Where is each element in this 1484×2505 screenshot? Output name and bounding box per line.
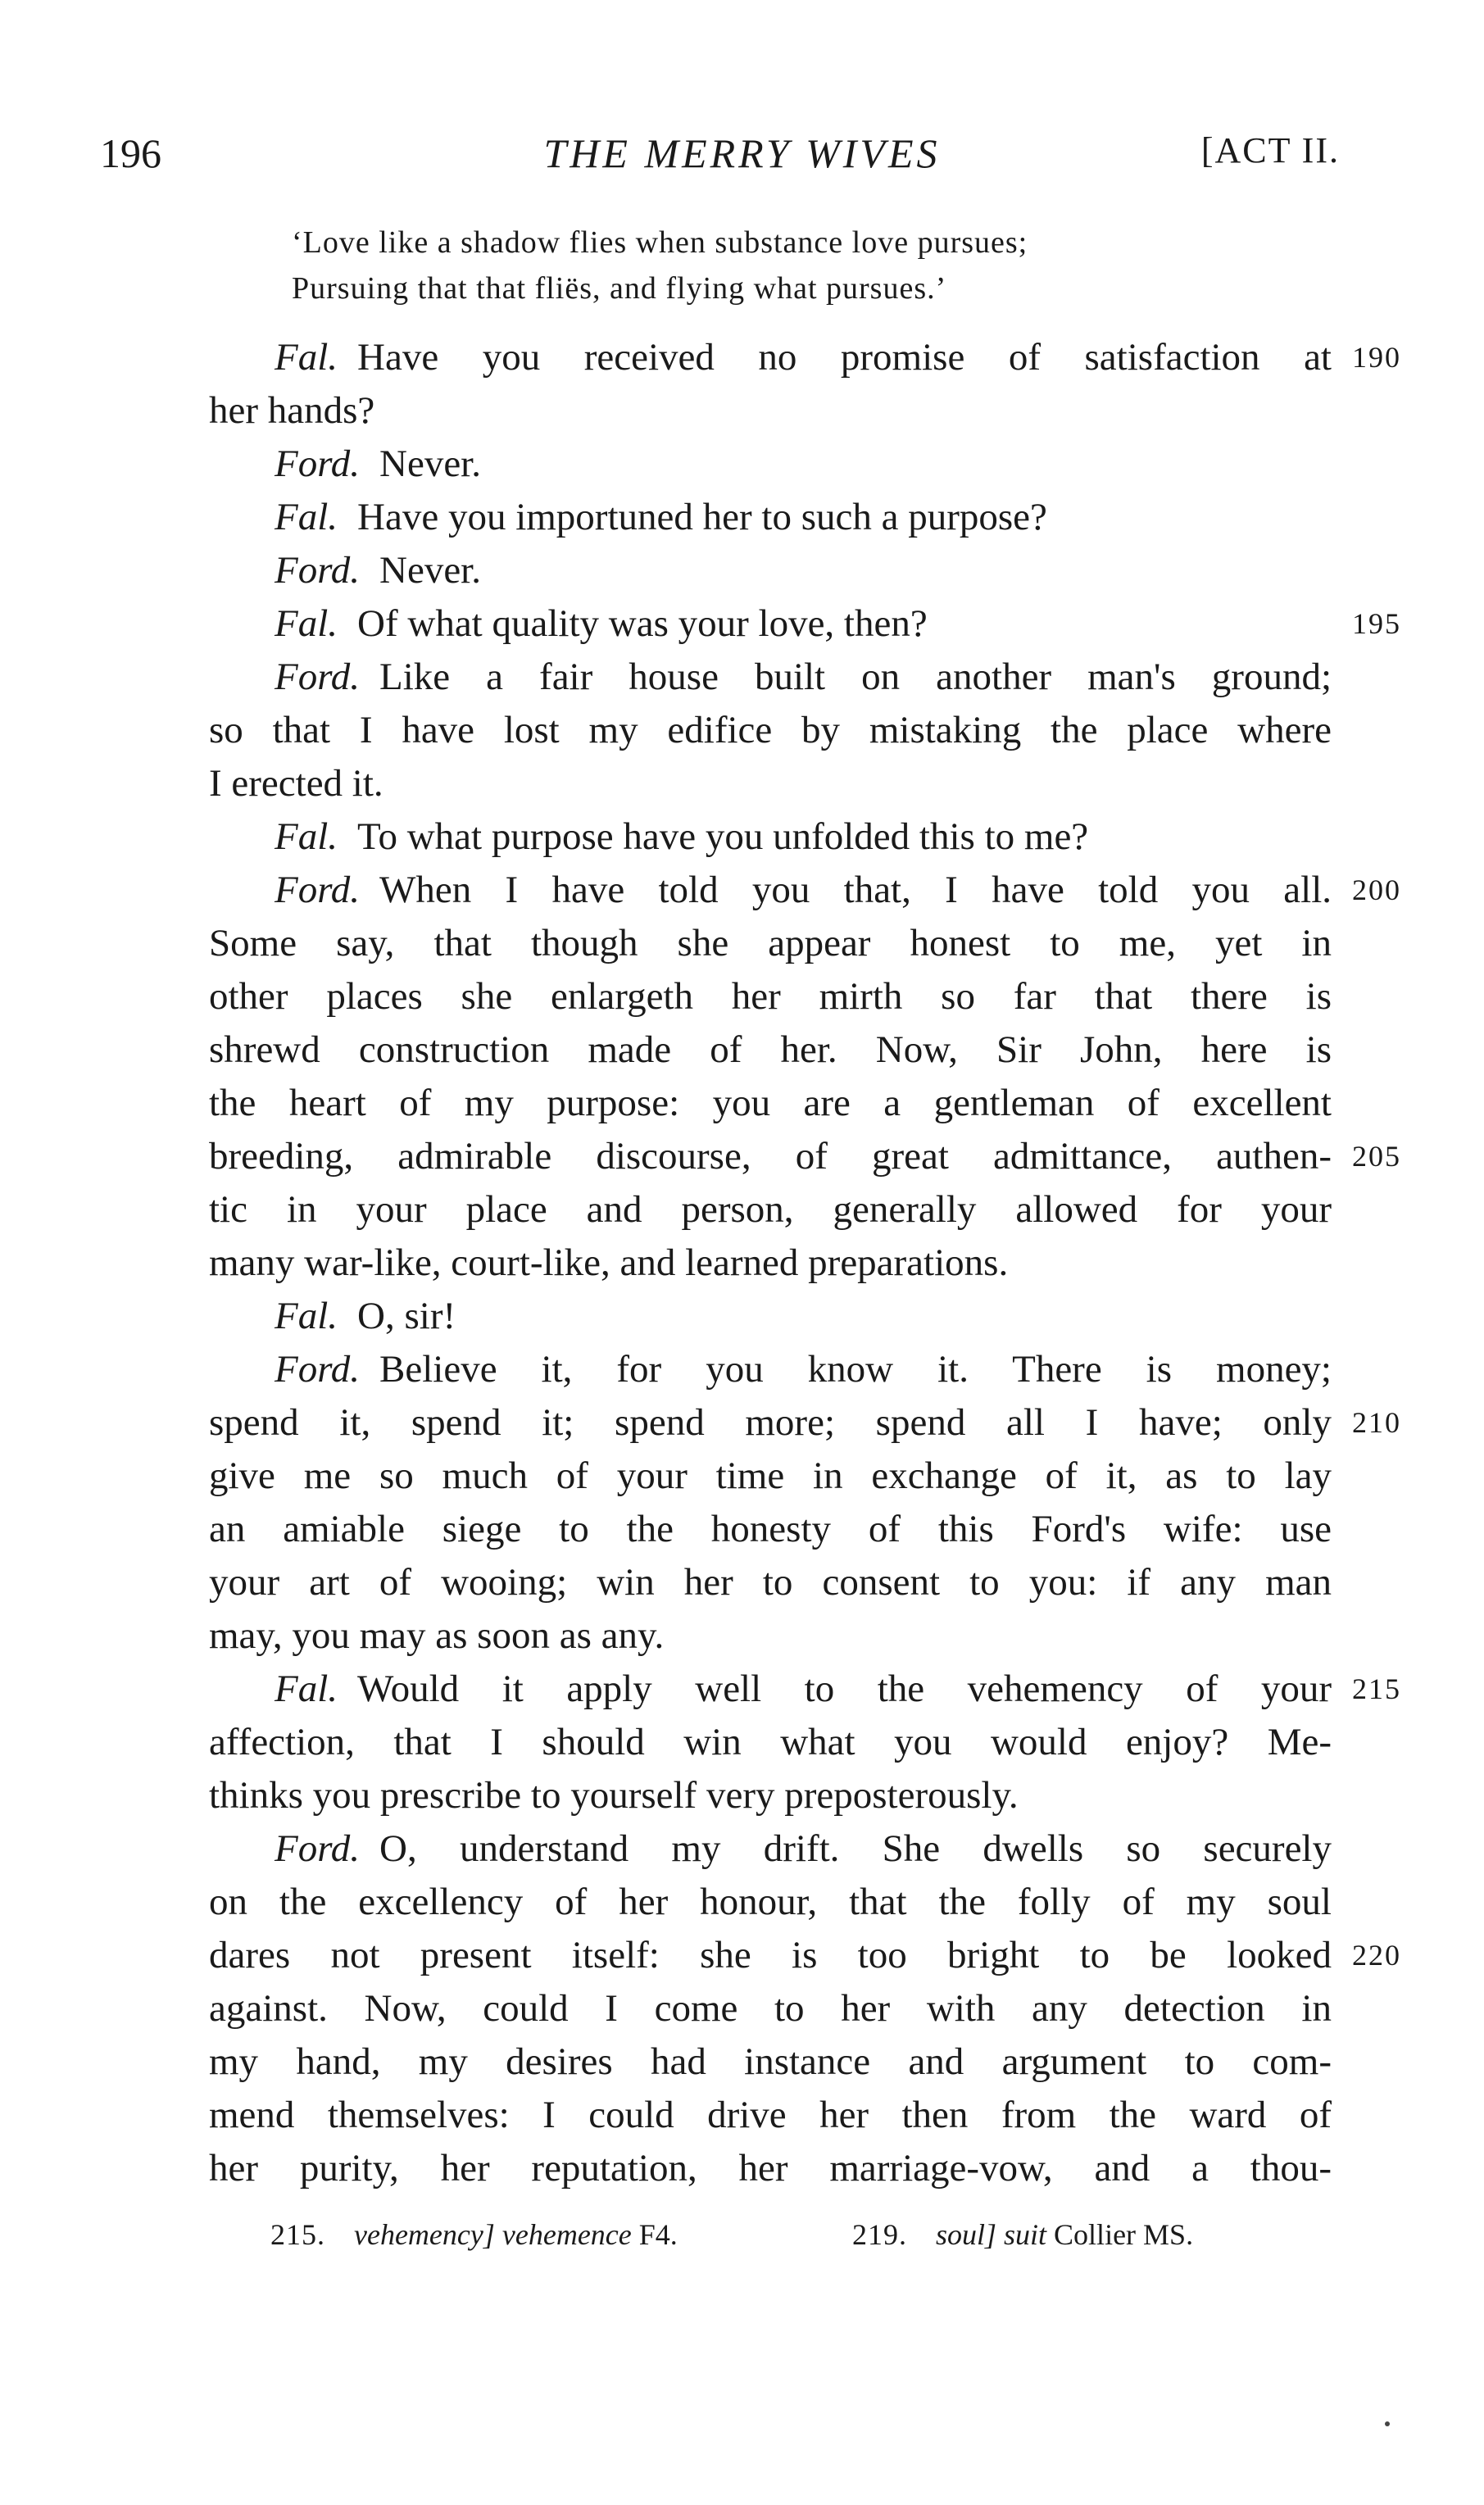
text-line [209,970,1332,1023]
text-line [209,438,1332,491]
text-line [209,1929,1401,1982]
text-line [209,1716,1332,1769]
line-number: 215 [1352,1672,1401,1705]
line-text: Have you received no promise of satisfaction at [357,336,1332,379]
speaker-name: Fal. [275,336,338,379]
line-text: O, sir! [357,1295,456,1337]
text-line [209,1023,1332,1077]
text-line [209,864,1401,917]
line-text: her purity, her reputation, her marriage-vow, and a thou- [209,2147,1332,2190]
text-line [209,757,1332,810]
text-line [209,2089,1332,2142]
speaker-name: Ford. [275,869,361,911]
line-text: thinks you prescribe to yourself very preposterously. [209,1774,1019,1817]
text-line [209,1290,1332,1343]
footnote-lemma: soul] [936,2218,997,2251]
line-text: Would it apply well to the vehemency of your [357,1668,1332,1710]
speaker-name: Ford. [275,1827,361,1870]
line-text: give me so much of your time in exchange of it, as to lay [209,1454,1332,1497]
text-line [209,1876,1332,1929]
line-text: Have you importuned her to such a purpose? [357,496,1047,538]
line-text: against. Now, could I come to her with any detection in [209,1987,1332,2030]
line-text: Like a fair house built on another man's ground; [379,656,1332,698]
line-number: 190 [1352,341,1401,374]
footnote-reading: vehemence [501,2218,632,2251]
line-text: on the excellency of her honour, that the folly of my soul [209,1881,1332,1923]
footnote-number: 215. [270,2218,325,2251]
text-line [209,1183,1332,1237]
line-text: Some say, that though she appear honest to me, yet in [209,922,1332,964]
speaker-name: Fal. [275,496,338,538]
line-number: 200 [1352,874,1401,906]
quote-line: Pursuing that that fliës, and flying what pursues.’ [292,271,947,306]
line-text: my hand, my desires had instance and argument to com- [209,2040,1332,2083]
text-line [209,917,1332,970]
footnote-reading: suit [1004,2218,1047,2251]
text-line [209,1556,1332,1609]
text-line [209,1982,1332,2035]
line-text: many war-like, court-like, and learned preparations. [209,1241,1009,1284]
running-title: THE MERRY WIVES [543,130,941,176]
line-text: tic in your place and person, generally allowed for your [209,1188,1332,1231]
text-line [209,810,1332,864]
page-number: 196 [100,130,161,176]
act-marker: [ACT II. [1200,130,1340,170]
line-text: so that I have lost my edifice by mistaking the place where [209,709,1332,751]
line-text: mend themselves: I could drive her then from the ward of [209,2094,1332,2136]
line-text: her hands? [209,389,375,432]
text-line [209,1769,1332,1822]
text-line [209,544,1332,597]
line-number: 210 [1352,1406,1401,1439]
speaker-name: Fal. [275,602,338,645]
line-text: I erected it. [209,762,383,805]
text-line [209,1077,1332,1130]
text-line [209,1450,1332,1503]
quoted-verse [292,220,1028,311]
dialogue-text [209,331,1401,2195]
speaker-name: Ford. [275,656,361,698]
speaker-name: Ford. [275,549,361,592]
line-number: 195 [1352,607,1401,640]
page-header [0,129,1484,179]
line-text: shrewd construction made of her. Now, Sir John, here is [209,1028,1332,1071]
text-line [209,2142,1332,2195]
speaker-name: Ford. [275,442,361,485]
text-line [209,331,1401,384]
line-text: dares not present itself: she is too bright to be looked [209,1934,1332,1976]
speaker-name: Ford. [275,1348,361,1391]
text-line [209,1237,1332,1290]
text-line [209,1343,1332,1396]
line-text: may, you may as soon as any. [209,1614,665,1657]
line-number: 220 [1352,1939,1401,1972]
speaker-name: Fal. [275,1668,338,1710]
line-text: Never. [379,442,481,485]
text-line [209,704,1332,757]
text-line [209,384,1332,438]
line-text: the heart of my purpose: you are a gentleman of excellent [209,1082,1332,1124]
text-line [209,1609,1332,1663]
speaker-name: Fal. [275,815,338,858]
line-text: O, understand my drift. She dwells so securely [379,1827,1332,1870]
text-line [209,1663,1401,1716]
footnote [270,2217,678,2252]
speaker-name: Fal. [275,1295,338,1337]
quote-line: ‘Love like a shadow flies when substance love pursues; [292,225,1028,260]
line-text: Believe it, for you know it. There is money; [379,1348,1332,1391]
line-text: Never. [379,549,481,592]
line-text: affection, that I should win what you would enjoy? Me- [209,1721,1332,1763]
footnote-number: 219. [852,2218,907,2251]
line-number: 205 [1352,1140,1401,1173]
footnote [852,2217,1193,2252]
text-line [209,1396,1401,1450]
text-line [209,651,1332,704]
line-text: breeding, admirable discourse, of great admittance, authen- [209,1135,1332,1178]
line-text: Of what quality was your love, then? [357,602,928,645]
text-line [209,2035,1332,2089]
line-text: other places she enlargeth her mirth so far that there is [209,975,1332,1018]
line-text: your art of wooing; win her to consent to you: if any man [209,1561,1332,1604]
text-line [209,597,1401,651]
line-text: To what purpose have you unfolded this to me? [357,815,1089,858]
text-line [209,1822,1332,1876]
footnote-source: Collier MS. [1054,2218,1194,2251]
footnote-lemma: vehemency] [354,2218,495,2251]
text-line [209,491,1332,544]
line-text: spend it, spend it; spend more; spend all I have; only [209,1401,1332,1444]
footnote-source: F4. [638,2218,678,2251]
line-text: When I have told you that, I have told you all. [379,869,1332,911]
line-text: an amiable siege to the honesty of this Ford's wife: use [209,1508,1332,1550]
text-line [209,1130,1401,1183]
stray-mark [1385,2421,1390,2426]
text-line [209,1503,1332,1556]
